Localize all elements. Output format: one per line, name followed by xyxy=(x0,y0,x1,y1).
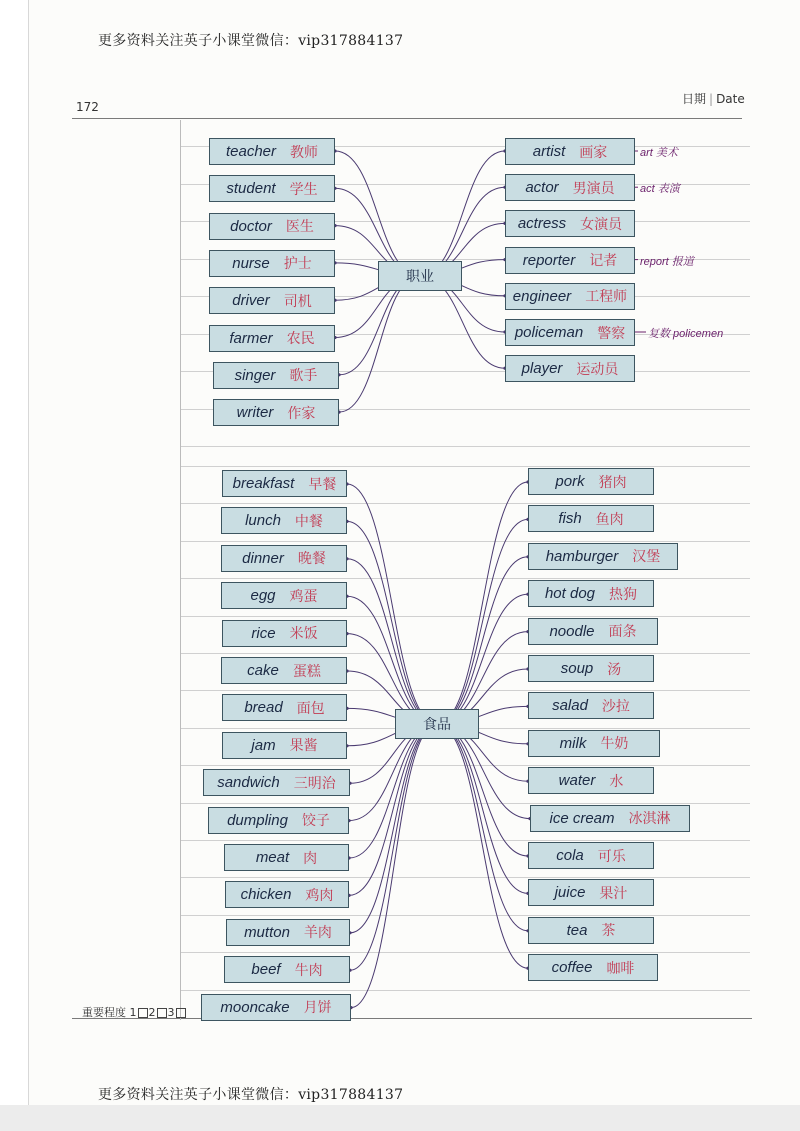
page-number: 172 xyxy=(76,100,99,114)
word-english: lunch xyxy=(245,512,281,530)
word-chinese: 男演员 xyxy=(572,180,615,197)
word-english: mooncake xyxy=(220,998,290,1016)
jobs-left-item xyxy=(209,138,335,165)
word-chinese: 沙拉 xyxy=(601,698,630,715)
word-english: hamburger xyxy=(545,547,619,565)
food-left-item xyxy=(221,582,347,609)
food-left-item xyxy=(226,919,350,946)
word-chinese: 面包 xyxy=(296,700,325,717)
food-right-item xyxy=(530,805,690,832)
word-english: artist xyxy=(532,143,566,160)
word-chinese: 汤 xyxy=(607,661,622,678)
link-line xyxy=(335,151,420,276)
word-chinese: 鸡蛋 xyxy=(289,588,318,605)
jobs-right-item xyxy=(505,174,635,201)
word-english: engineer xyxy=(512,287,572,305)
word-english: sandwich xyxy=(217,774,280,792)
word-english: writer xyxy=(236,404,274,422)
food-left-item xyxy=(225,881,349,908)
word-english: chicken xyxy=(240,886,292,904)
word-chinese: 中餐 xyxy=(294,513,323,530)
word-english: egg xyxy=(250,587,276,605)
jobs-right-item xyxy=(505,247,635,274)
food-left-item xyxy=(222,620,347,647)
word-chinese: 月饼 xyxy=(303,1000,332,1017)
word-chinese: 米饭 xyxy=(289,626,318,643)
word-english: cola xyxy=(556,847,584,864)
word-chinese: 女演员 xyxy=(580,216,623,233)
watermark-top: 更多资料关注英子小课堂微信：vip317884137 xyxy=(98,33,404,49)
word-english: water xyxy=(558,772,596,790)
word-english: cake xyxy=(247,662,279,679)
word-english: doctor xyxy=(230,217,272,235)
word-chinese: 鸡肉 xyxy=(305,887,334,904)
word-english: coffee xyxy=(551,959,593,977)
word-chinese: 水 xyxy=(609,773,624,790)
importance-level-3: 3 xyxy=(167,1006,175,1019)
link-line xyxy=(437,724,528,856)
jobs-left-item xyxy=(209,287,335,314)
food-right-item xyxy=(528,655,654,682)
food-left-item xyxy=(222,732,347,759)
link-line xyxy=(437,557,528,724)
word-chinese: 咖啡 xyxy=(606,960,635,977)
hub-food: 食品 xyxy=(395,709,479,739)
word-chinese: 警察 xyxy=(597,325,626,342)
annotation-note: report 报道 xyxy=(640,255,694,268)
word-english: breakfast xyxy=(232,475,295,492)
importance-label: 重要程度 xyxy=(82,1006,126,1019)
annotation-note: art 美术 xyxy=(640,147,678,159)
word-english: meat xyxy=(255,849,290,866)
word-chinese: 面条 xyxy=(608,624,637,641)
food-right-item xyxy=(528,730,660,757)
word-chinese: 记者 xyxy=(589,253,618,270)
importance-level-2: 2 xyxy=(148,1006,156,1019)
word-english: jam xyxy=(251,736,276,754)
word-chinese: 作家 xyxy=(287,405,316,422)
link-line xyxy=(437,594,528,724)
word-chinese: 热狗 xyxy=(609,586,638,603)
food-right-item xyxy=(528,543,678,570)
link-line xyxy=(437,724,528,968)
food-right-item xyxy=(528,767,654,794)
jobs-right-item xyxy=(505,319,635,346)
food-left-item xyxy=(208,807,349,834)
word-english: dinner xyxy=(242,549,284,567)
word-chinese: 牛奶 xyxy=(600,736,629,753)
importance-level-1: 1 xyxy=(129,1006,137,1019)
jobs-left-item xyxy=(209,325,335,352)
link-line xyxy=(437,482,528,724)
word-english: pork xyxy=(555,473,585,490)
word-chinese: 工程师 xyxy=(585,289,628,306)
food-left-item xyxy=(221,545,347,572)
word-english: policeman xyxy=(514,324,584,341)
word-english: milk xyxy=(559,734,587,752)
link-line xyxy=(347,521,437,724)
link-line xyxy=(350,724,437,970)
link-line xyxy=(351,724,437,1008)
word-english: actor xyxy=(525,179,559,197)
food-right-item xyxy=(528,618,658,645)
word-chinese: 学生 xyxy=(289,181,318,198)
food-left-item xyxy=(222,470,347,497)
jobs-left-item xyxy=(209,213,335,240)
food-left-item xyxy=(221,507,347,534)
date-label-zh: 日期 xyxy=(682,92,707,106)
jobs-right-item xyxy=(505,355,635,382)
checkbox-icon[interactable] xyxy=(157,1008,167,1018)
jobs-left-item xyxy=(209,250,335,277)
word-english: student xyxy=(226,180,276,198)
link-line xyxy=(347,484,437,724)
word-chinese: 晚餐 xyxy=(297,551,326,568)
food-left-item xyxy=(224,844,349,871)
word-chinese: 冰淇淋 xyxy=(628,811,671,828)
link-line xyxy=(437,519,528,724)
food-right-item xyxy=(528,692,654,719)
link-line xyxy=(347,596,437,724)
link-line xyxy=(420,151,505,276)
link-line xyxy=(349,724,437,858)
link-line xyxy=(347,559,437,724)
word-chinese: 医生 xyxy=(285,219,314,236)
word-english: dumpling xyxy=(227,811,288,829)
word-chinese: 羊肉 xyxy=(303,925,332,942)
jobs-left-item xyxy=(213,362,339,389)
word-english: fish xyxy=(558,510,582,528)
word-chinese: 果酱 xyxy=(289,738,318,755)
checkbox-icon[interactable] xyxy=(138,1008,148,1018)
link-line xyxy=(437,724,528,893)
food-right-item xyxy=(528,505,654,532)
food-right-item xyxy=(528,917,654,944)
food-left-item xyxy=(201,994,351,1021)
word-english: bread xyxy=(244,699,283,717)
date-field: 日期 | Date xyxy=(682,92,745,106)
annotation-note: act 表演 xyxy=(640,183,680,196)
word-chinese: 运动员 xyxy=(576,361,619,378)
word-chinese: 茶 xyxy=(601,923,616,940)
word-english: teacher xyxy=(225,143,277,160)
food-right-item xyxy=(528,468,654,495)
word-chinese: 牛肉 xyxy=(294,962,323,979)
food-right-item xyxy=(528,842,654,869)
word-english: actress xyxy=(517,215,567,233)
word-chinese: 猪肉 xyxy=(598,474,627,491)
word-english: hot dog xyxy=(544,585,596,603)
word-chinese: 早餐 xyxy=(308,476,337,493)
word-english: rice xyxy=(251,624,276,642)
watermark-bottom: 更多资料关注英子小课堂微信：vip317884137 xyxy=(98,1087,404,1103)
word-chinese: 教师 xyxy=(290,144,319,161)
jobs-right-item xyxy=(505,138,635,165)
word-chinese: 饺子 xyxy=(301,813,330,830)
word-english: player xyxy=(521,360,563,378)
food-left-item xyxy=(222,694,347,721)
word-chinese: 三明治 xyxy=(293,775,336,792)
word-chinese: 画家 xyxy=(579,144,608,161)
word-english: noodle xyxy=(549,622,595,640)
word-english: nurse xyxy=(232,254,270,272)
checkbox-icon[interactable] xyxy=(176,1008,186,1018)
word-chinese: 司机 xyxy=(283,293,312,310)
word-chinese: 肉 xyxy=(303,850,318,867)
food-right-item xyxy=(528,954,658,981)
jobs-left-item xyxy=(213,399,339,426)
word-english: tea xyxy=(566,921,588,939)
word-english: reporter xyxy=(522,251,576,269)
word-chinese: 歌手 xyxy=(289,368,318,385)
annotation-note: 复数 policemen xyxy=(648,328,724,340)
word-chinese: 可乐 xyxy=(597,848,626,865)
word-chinese: 农民 xyxy=(286,331,315,347)
word-english: salad xyxy=(552,697,588,715)
food-left-item xyxy=(224,956,350,983)
food-left-item xyxy=(203,769,350,796)
word-chinese: 蛋糕 xyxy=(292,663,321,680)
hub-jobs: 职业 xyxy=(378,261,462,291)
word-chinese: 护士 xyxy=(283,256,312,273)
word-english: soup xyxy=(560,660,594,677)
link-line xyxy=(437,724,528,931)
word-chinese: 鱼肉 xyxy=(595,511,624,528)
word-english: ice cream xyxy=(549,809,615,827)
link-line xyxy=(350,724,437,933)
importance-rating xyxy=(82,1004,187,1020)
word-chinese: 汉堡 xyxy=(632,549,661,566)
date-label-en: Date xyxy=(716,92,745,106)
word-english: beef xyxy=(251,961,281,979)
word-english: driver xyxy=(232,292,270,310)
food-right-item xyxy=(528,580,654,607)
word-english: juice xyxy=(554,884,586,902)
word-english: singer xyxy=(234,366,276,384)
word-chinese: 果汁 xyxy=(599,885,628,902)
jobs-left-item xyxy=(209,175,335,202)
jobs-right-item xyxy=(505,210,635,237)
food-right-item xyxy=(528,879,654,906)
word-english: farmer xyxy=(229,329,273,347)
word-english: mutton xyxy=(244,923,290,941)
jobs-right-item xyxy=(505,283,635,310)
link-line xyxy=(339,276,420,412)
food-left-item xyxy=(221,657,347,684)
